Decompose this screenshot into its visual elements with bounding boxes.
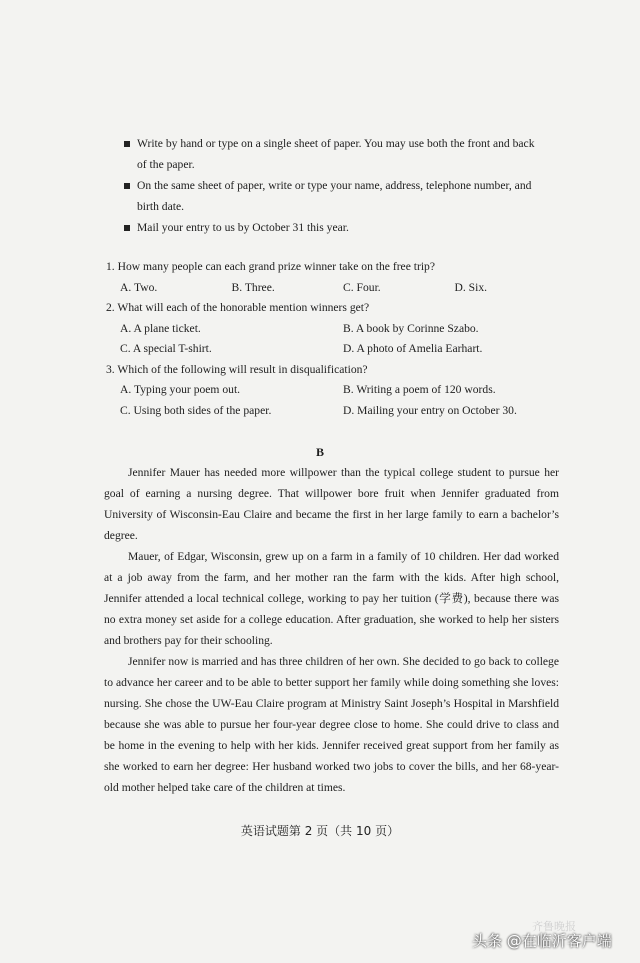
- options-row: [106, 319, 566, 340]
- section-heading: B: [315, 445, 324, 459]
- options-row: [106, 339, 566, 360]
- option-b: B. Writing a poem of 120 words.: [343, 383, 496, 396]
- question-stem: 3. Which of the following will result in disqualification?: [106, 362, 368, 376]
- option-d: D. Mailing your entry on October 30.: [343, 403, 517, 417]
- passage-paragraph: Jennifer Mauer has needed more willpower than the typical college student to pursue her goal of earning a nursing degree. That willpower bore fruit when Jennifer graduated from University of Wisconsin-Eau Claire and became the first in her large family to earn a bachelor’s degree.: [104, 466, 559, 542]
- options-row: [106, 278, 566, 299]
- option-c: C. Four.: [343, 280, 381, 294]
- instruction-item: [124, 175, 564, 217]
- option-b: B. A book by Corinne Szabo.: [343, 321, 479, 335]
- faint-watermark: 齐鲁晚报: [532, 920, 576, 933]
- source-watermark: 头条 @在临沂客户端: [472, 932, 612, 950]
- options-row: [106, 380, 566, 401]
- question-stem: 1. How many people can each grand prize winner take on the free trip?: [106, 260, 435, 273]
- instruction-line: of the paper.: [137, 158, 195, 171]
- instruction-line: On the same sheet of paper, write or type your name, address, telephone number, and: [137, 179, 532, 192]
- instruction-line: Mail your entry to us by October 31 this year.: [137, 221, 349, 234]
- option-a: A. A plane ticket.: [120, 321, 201, 335]
- option-c: C. A special T-shirt.: [120, 342, 212, 355]
- instruction-item: [124, 217, 564, 238]
- instruction-list: [124, 133, 564, 238]
- passage-paragraph: Jennifer now is married and has three children of her own. She decided to go back to college to advance her career and to be able to better support her family while doing something she loves: nursing. She chose the UW-Eau Claire program at Ministry Saint Joseph’s Hospital in Marshfield because she was able to pursue her four-year degree close to home. She could drive to class and be home in the evening to help with her kids. Jennifer received great support from her family as she worked to earn her degree: Her husband worked two jobs to cover the bills, and her 68-year-old mother helped take care of the children at times.: [104, 655, 559, 794]
- question-2: [106, 298, 566, 360]
- square-bullet-icon: [124, 225, 130, 231]
- option-c: C. Using both sides of the paper.: [120, 403, 272, 417]
- page-footer: 英语试题第 2 页（共 10 页）: [240, 824, 400, 838]
- square-bullet-icon: [124, 141, 130, 147]
- passage-paragraph: Mauer, of Edgar, Wisconsin, grew up on a farm in a family of 10 children. Her dad worked at a job away from the farm, and her mother ran the farm with the kids. After high school, Jennifer attended a local technical college, working to pay her tuition (学费), because there was no extra money set aside for a college education. After graduation, she worked to help her sisters and brothers pay for their schooling.: [104, 550, 559, 647]
- reading-passage: [104, 462, 559, 798]
- option-a: A. Two.: [120, 280, 158, 294]
- option-d: D. Six.: [454, 280, 488, 294]
- options-row: [106, 401, 566, 422]
- question-stem: 2. What will each of the honorable mention winners get?: [106, 301, 370, 314]
- option-d: D. A photo of Amelia Earhart.: [343, 342, 483, 355]
- instruction-item: [124, 133, 564, 175]
- question-1: [106, 257, 566, 298]
- option-b: B. Three.: [231, 280, 275, 294]
- option-a: A. Typing your poem out.: [120, 383, 241, 396]
- instruction-line: Write by hand or type on a single sheet of paper. You may use both the front and back: [137, 137, 535, 150]
- instruction-line: birth date.: [137, 200, 185, 213]
- question-list: [106, 257, 566, 421]
- question-3: [106, 360, 566, 422]
- square-bullet-icon: [124, 183, 130, 189]
